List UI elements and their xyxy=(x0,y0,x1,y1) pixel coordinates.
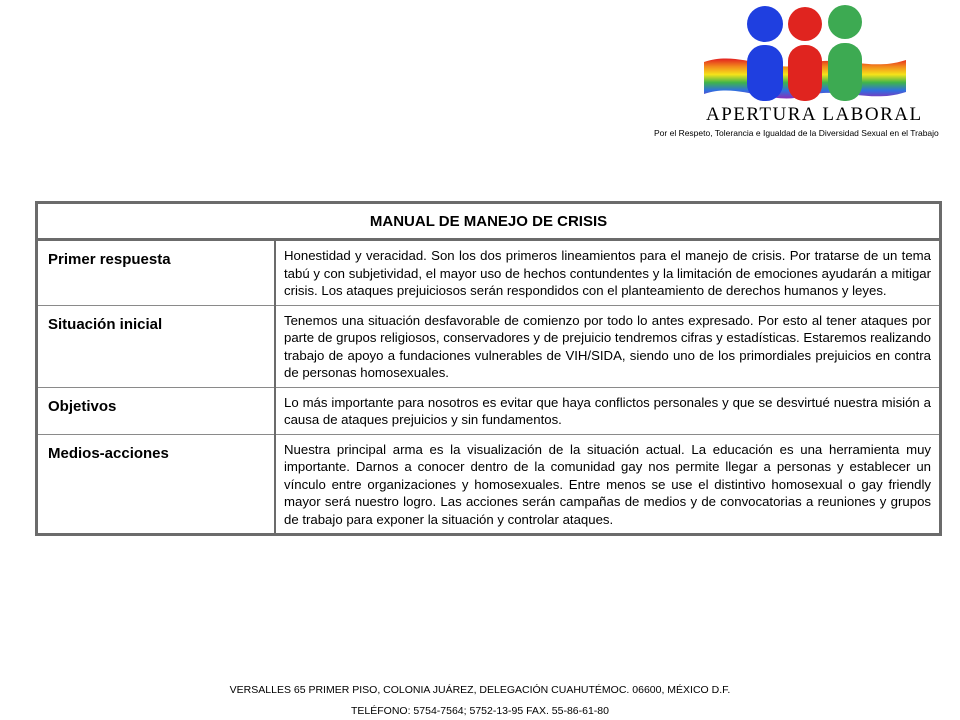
logo-title: APERTURA LABORAL xyxy=(706,104,923,125)
logo-subtitle: Por el Respeto, Tolerancia e Igualdad de la Diversidad Sexual en el Trabajo xyxy=(654,128,939,138)
row-label: Primer respuesta xyxy=(37,240,276,306)
table-row xyxy=(37,434,941,535)
footer-phone: TELÉFONO: 5754-7564; 5752-13-95 FAX. 55-86-61-80 xyxy=(351,705,609,717)
footer-address: VERSALLES 65 PRIMER PISO, COLONIA JUÁREZ, DELEGACIÓN CUAHUTÉMOC. 06600, MÉXICO D.F. xyxy=(229,684,731,696)
row-text: Tenemos una situación desfavorable de comienzo por todo lo antes expresado. Por esto al tener ataques por parte de grupos religiosos, conservadores y de prejuicio tendremos cifras y estadísticas. Estaremos realizando trabajo de apoyo a fundaciones vulnerables de VIH/SIDA, siendo uno de los primordiales prejuicios en contra de personas homosexuales. xyxy=(275,305,941,387)
row-text: Lo más importante para nosotros es evitar que haya conflictos personales y que se desvirtué nuestra misión a causa de ataques prejuicios y sin fundamentos. xyxy=(275,387,941,434)
row-label: Objetivos xyxy=(37,387,276,434)
table-row xyxy=(37,387,941,434)
logo xyxy=(648,0,960,150)
table-header-row xyxy=(37,203,941,240)
logo-figures-icon xyxy=(700,2,910,104)
table-title: MANUAL DE MANEJO DE CRISIS xyxy=(37,203,941,240)
row-label: Medios-acciones xyxy=(37,434,276,535)
row-text: Honestidad y veracidad. Son los dos primeros lineamientos para el manejo de crisis. Por tratarse de un tema tabú y con subjetividad, el mayor uso de hechos contundentes y la limitación de emociones ayudarán a mitigar crisis. Los ataques prejuiciosos serán respondidos con el planteamiento de derechos humanos y leyes. xyxy=(275,240,941,306)
row-text: Nuestra principal arma es la visualización de la situación actual. La educación es una herramienta muy importante. Darnos a conocer dentro de la comunidad gay nos permite llegar a personas y establecer un vínculo entre organizaciones y homosexuales. Entre menos se use el distintivo homosexual o gay friendly mayor será nuestro logro. Las acciones serán campañas de medios y de convocatorias a reuniones y grupos de trabajo para exponer la situación y controlar ataques. xyxy=(275,434,941,535)
table-row xyxy=(37,305,941,387)
row-label: Situación inicial xyxy=(37,305,276,387)
table-row xyxy=(37,240,941,306)
crisis-manual-table xyxy=(35,201,942,536)
